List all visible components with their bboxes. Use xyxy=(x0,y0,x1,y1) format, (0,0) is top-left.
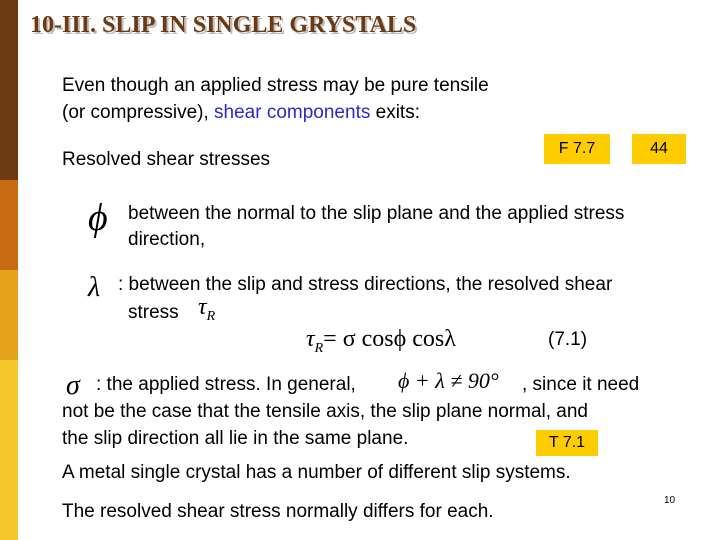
slip-systems-statement: A metal single crystal has a number of different slip systems. xyxy=(62,462,571,483)
lambda-definition-line-1: : between the slip and stress directions, the resolved shear xyxy=(118,274,613,295)
intro-line-2 xyxy=(62,101,420,125)
table-ref-badge: T 7.1 xyxy=(536,430,598,456)
phi-definition-line-2: direction, xyxy=(128,229,206,250)
figure-ref-badge: F 7.7 xyxy=(544,134,610,164)
sigma-definition-part-2: , since it need xyxy=(522,374,640,395)
sigma-definition-line-3: the slip direction all lie in the same plane. xyxy=(62,428,409,449)
tau-subscript: R xyxy=(206,308,216,324)
sigma-symbol: σ xyxy=(66,370,80,401)
resolved-stress-statement: The resolved shear stress normally differs for each. xyxy=(62,501,494,522)
side-bar-yellow xyxy=(0,360,18,540)
equation-lhs: τ xyxy=(306,326,315,352)
intro-line-2-end: exits: xyxy=(370,102,420,123)
page-number: 10 xyxy=(664,495,676,506)
resolved-shear-heading: Resolved shear stresses xyxy=(62,149,271,170)
tau-glyph: τ xyxy=(198,294,207,320)
intro-line-1: Even though an applied stress may be pure tensile xyxy=(62,75,489,96)
side-bar-dark xyxy=(0,0,18,180)
phi-definition-line-1: between the normal to the slip plane and the applied stress xyxy=(128,203,625,224)
side-bar-orange xyxy=(0,180,18,270)
phi-symbol: ϕ xyxy=(88,197,108,239)
sigma-definition-line-2: not be the case that the tensile axis, the slip plane normal, and xyxy=(62,401,588,422)
intro-line-2-start: (or compressive), xyxy=(62,102,215,123)
page-ref-badge: 44 xyxy=(632,134,686,164)
side-bar-amber xyxy=(0,270,18,360)
lambda-definition-line-2: stress xyxy=(128,302,179,323)
resolved-shear-equation xyxy=(306,326,456,357)
slide-title: 10-III. SLIP IN SINGLE GRYSTALS xyxy=(30,12,417,38)
tau-r-symbol xyxy=(198,294,215,325)
angle-sum-condition: ϕ + λ ≠ 90° xyxy=(398,368,499,393)
equation-lhs-subscript: R xyxy=(314,340,324,356)
lambda-symbol: λ xyxy=(88,272,101,303)
sigma-definition-part-1: : the applied stress. In general, xyxy=(96,374,356,395)
shear-components-highlight: shear components xyxy=(214,102,371,123)
equation-number: (7.1) xyxy=(548,329,588,350)
equation-rhs: = σ cosϕ cosλ xyxy=(323,326,456,352)
